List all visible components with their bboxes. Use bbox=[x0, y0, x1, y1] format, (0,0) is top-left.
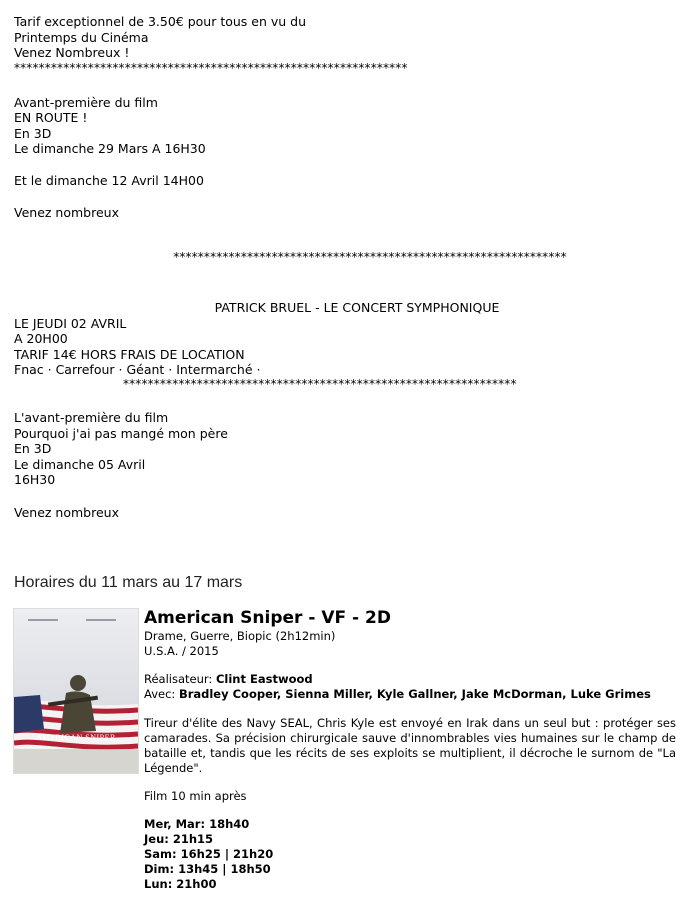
promo-line: Venez Nombreux ! bbox=[14, 45, 130, 60]
concert-line: Fnac · Carrefour · Géant · Intermarché · bbox=[14, 362, 261, 377]
preview-line: 16H30 bbox=[14, 472, 56, 487]
concert-line: LE JEUDI 02 AVRIL bbox=[14, 316, 127, 331]
movie-synopsis: Tireur d'élite des Navy SEAL, Chris Kyle est envoyé en Irak dans un seul but : protéger ses camarades. Sa précision chirurgicale sauve d'innombrables vies humaines sur le champ de bataille et, tandis que les récits de ses exploits se multiplient, il décroche le surnom de "La Légende". bbox=[144, 716, 676, 775]
preview-line: Venez nombreux bbox=[14, 505, 119, 520]
preview-line: Et le dimanche 12 Avril 14H00 bbox=[14, 173, 204, 188]
schedule-heading: Horaires du 11 mars au 17 mars bbox=[14, 574, 243, 591]
preview-line: Pourquoi j'ai pas mangé mon père bbox=[14, 426, 228, 441]
separator: **************************************************************** bbox=[173, 250, 567, 264]
movie-genres: Drame, Guerre, Biopic (2h12min) bbox=[144, 629, 336, 643]
separator: **************************************************************** bbox=[123, 377, 517, 391]
movie-details bbox=[144, 607, 676, 892]
showtime: Jeu: 21h15 bbox=[144, 832, 214, 846]
preview-line: EN ROUTE ! bbox=[14, 110, 88, 125]
preview-line: Le dimanche 29 Mars A 16H30 bbox=[14, 141, 206, 156]
promo-line: Tarif exceptionnel de 3.50€ pour tous en vu du bbox=[14, 14, 307, 29]
movie-cast bbox=[144, 687, 676, 702]
preview-line: Le dimanche 05 Avril bbox=[14, 457, 146, 472]
preview-line: En 3D bbox=[14, 126, 52, 141]
showtime: Sam: 16h25 | 21h20 bbox=[144, 847, 274, 861]
showtime: Lun: 21h00 bbox=[144, 877, 217, 891]
director-label: Réalisateur: bbox=[144, 672, 213, 686]
separator: **************************************************************** bbox=[14, 61, 408, 75]
preview-line: L'avant-première du film bbox=[14, 410, 169, 425]
movie-country-year: U.S.A. / 2015 bbox=[144, 644, 219, 658]
showtime: Mer, Mar: 18h40 bbox=[144, 817, 250, 831]
director-name: Clint Eastwood bbox=[215, 672, 313, 686]
concert-title: PATRICK BRUEL - LE CONCERT SYMPHONIQUE bbox=[214, 300, 500, 315]
poster-title-text: AMERICAN SNIPER bbox=[36, 733, 116, 742]
movie-note: Film 10 min après bbox=[144, 789, 247, 803]
cast-label: Avec: bbox=[144, 687, 176, 701]
concert-line: A 20H00 bbox=[14, 331, 68, 346]
cast-names: Bradley Cooper, Sienna Miller, Kyle Gallner, Jake McDorman, Luke Grimes bbox=[178, 687, 651, 701]
movie-poster[interactable] bbox=[13, 608, 139, 774]
concert-line: TARIF 14€ HORS FRAIS DE LOCATION bbox=[14, 347, 245, 362]
movie-director bbox=[144, 672, 676, 687]
promo-line: Printemps du Cinéma bbox=[14, 30, 149, 45]
movie-title[interactable]: American Sniper - VF - 2D bbox=[144, 608, 391, 628]
preview-line: Venez nombreux bbox=[14, 205, 119, 220]
showtime: Dim: 13h45 | 18h50 bbox=[144, 862, 271, 876]
preview-line: En 3D bbox=[14, 441, 52, 456]
poster-image bbox=[14, 609, 138, 773]
preview-line: Avant-première du film bbox=[14, 95, 158, 110]
